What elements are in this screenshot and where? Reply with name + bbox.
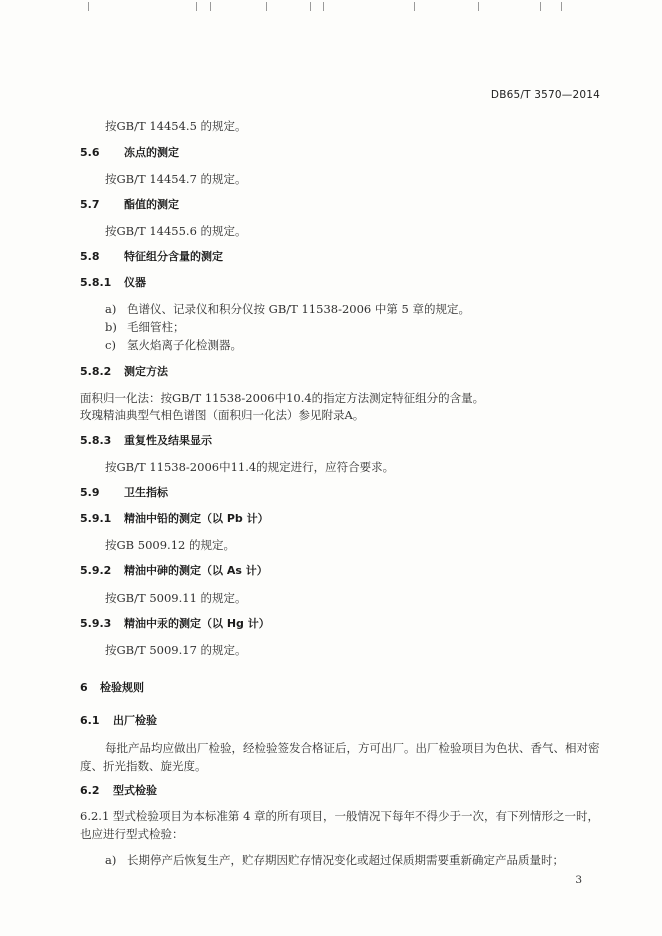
section-heading: 5.6 冻点的测定 xyxy=(80,146,179,159)
paragraph: 玫瑰精油典型气相色谱图（面积归一化法）参见附录A。 xyxy=(80,408,365,422)
list-item: b) 毛细管柱； xyxy=(105,320,185,334)
subsection-heading: 5.9.3 精油中汞的测定（以 Hg 计） xyxy=(80,617,270,630)
page-number: 3 xyxy=(575,874,582,886)
list-item: c) 氢火焰离子化检测器。 xyxy=(105,338,242,352)
paragraph: 按GB/T 14454.7 的规定。 xyxy=(105,172,247,186)
section-heading: 5.7 酯值的测定 xyxy=(80,198,179,211)
paragraph: 按GB/T 11538-2006中11.4的规定进行，应符合要求。 xyxy=(105,460,395,474)
paragraph: 按GB/T 14455.6 的规定。 xyxy=(105,224,247,238)
chapter-heading: 6 检验规则 xyxy=(80,681,144,694)
subsection-heading: 5.8.1 仪器 xyxy=(80,276,146,289)
subsection-heading: 5.8.3 重复性及结果显示 xyxy=(80,434,212,447)
section-heading: 6.1 出厂检验 xyxy=(80,714,157,727)
subsection-heading: 5.9.1 精油中铅的测定（以 Pb 计） xyxy=(80,512,269,525)
paragraph: 6.2.1 型式检验项目为本标准第 4 章的所有项目，一般情况下每年不得少于一次，有下列情形之一时， xyxy=(80,809,600,823)
paragraph: 按GB 5009.12 的规定。 xyxy=(105,538,236,552)
subsection-heading: 5.9.2 精油中砷的测定（以 As 计） xyxy=(80,564,268,577)
section-heading: 5.8 特征组分含量的测定 xyxy=(80,250,223,263)
list-item: a) 色谱仪、记录仪和积分仪按 GB/T 11538-2006 中第 5 章的规定。 xyxy=(105,302,471,316)
scan-edge-marks xyxy=(0,0,662,14)
paragraph: 每批产品均应做出厂检验，经检验签发合格证后，方可出厂。出厂检验项目为色状、香气、相对密 xyxy=(105,741,600,755)
paragraph: 按GB/T 5009.17 的规定。 xyxy=(105,643,247,657)
paragraph: 面积归一化法：按GB/T 11538-2006中10.4的指定方法测定特征组分的含量。 xyxy=(80,391,485,405)
subsection-heading: 5.8.2 测定方法 xyxy=(80,365,168,378)
paragraph: 度、折光指数、旋光度。 xyxy=(80,759,207,773)
section-heading: 5.9 卫生指标 xyxy=(80,486,168,499)
list-item: a) 长期停产后恢复生产，贮存期因贮存情况变化或超过保质期需要重新确定产品质量时； xyxy=(105,853,564,867)
document-id: DB65/T 3570—2014 xyxy=(490,89,600,101)
paragraph: 按GB/T 14454.5 的规定。 xyxy=(105,119,247,133)
paragraph: 按GB/T 5009.11 的规定。 xyxy=(105,591,247,605)
section-heading: 6.2 型式检验 xyxy=(80,784,157,797)
paragraph: 也应进行型式检验： xyxy=(80,827,184,841)
